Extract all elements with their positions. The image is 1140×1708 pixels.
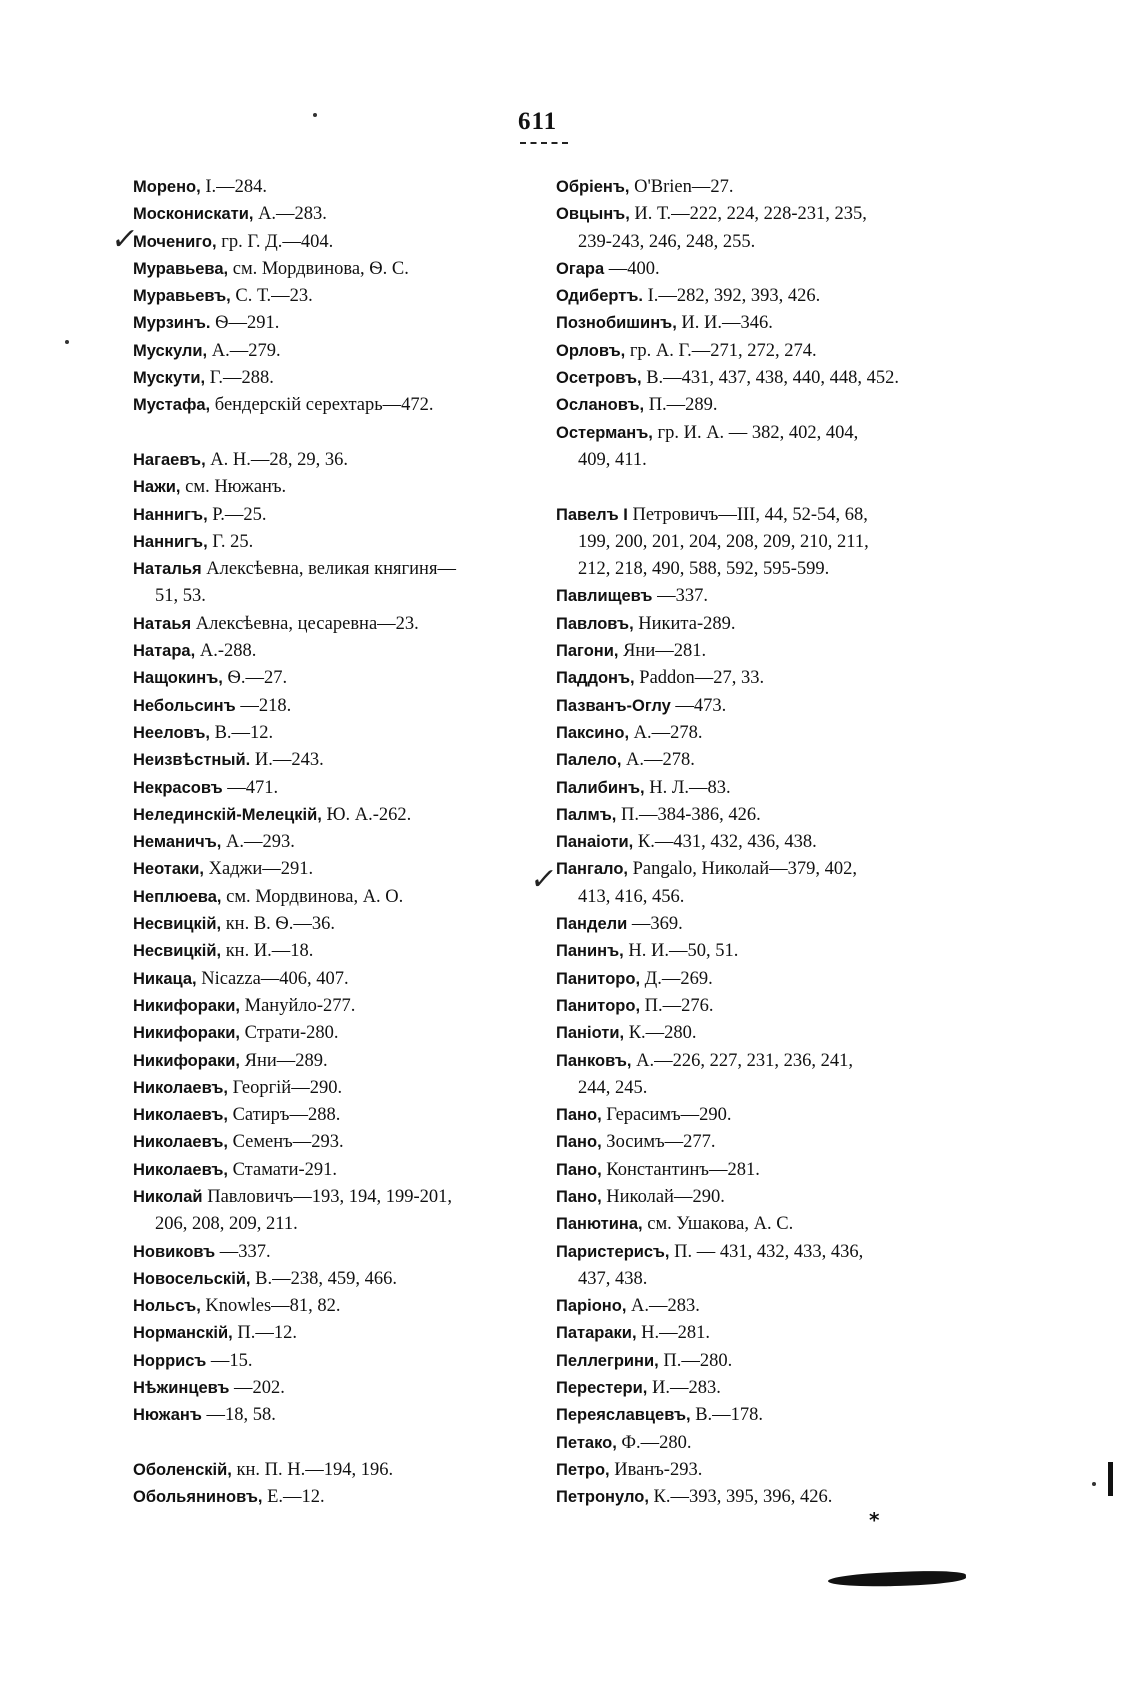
entry-name: Никифораки, [133,996,241,1015]
index-entry [556,611,976,638]
entry-name: Пано, [556,1187,602,1206]
entry-continuation: 206, 208, 209, 211. [155,1214,298,1235]
entry-name: Павловъ, [556,614,634,633]
entry-name: Панинъ, [556,942,624,961]
entry-references: А. Н.—28, 29, 36. [210,449,349,470]
ink-smudge [828,1570,966,1589]
index-entry [133,611,533,638]
index-entry [133,1293,533,1320]
speck [65,340,69,344]
entry-references: П.—384-386, 426. [620,804,761,825]
entry-name: Николай [133,1187,203,1206]
entry-name: Пагони, [556,642,619,661]
entry-references: Г.—288. [209,368,274,389]
entry-references: Хаджи—291. [208,859,314,880]
entry-references: Яни—281. [623,641,707,662]
entry-references: —369. [631,914,683,935]
entry-name: Небольсинъ [133,696,236,715]
entry-references: Герасимъ—290. [606,1105,732,1126]
entry-name: Муравьевъ, [133,287,231,306]
entry-name: Обольяниновъ, [133,1488,263,1507]
entry-name: Норманскій, [133,1324,233,1343]
index-entry [556,1157,976,1184]
index-entry [556,1457,976,1484]
entry-name: Паристерисъ, [556,1242,670,1261]
entry-name: Норрисъ [133,1351,207,1370]
entry-name: Переяславцевъ, [556,1406,691,1425]
entry-name: Паніоти, [556,1024,625,1043]
entry-name: Огара [556,259,605,278]
entry-name: Оболенскій, [133,1460,232,1479]
index-entry [556,747,976,774]
entry-references: —202. [234,1378,285,1399]
entry-references: Георгій—290. [232,1077,343,1098]
entry-name: Нюжанъ [133,1406,202,1425]
entry-name: Остерманъ, [556,423,653,442]
entry-references: —337. [657,586,708,607]
entry-name: Патараки, [556,1324,637,1343]
entry-continuation: 199, 200, 201, 204, 208, 209, 210, 211, [578,531,869,552]
entry-name: Петро, [556,1460,610,1479]
index-entry [133,365,533,392]
index-column-left [133,174,533,1512]
entry-references: кн. В. Ѳ.—36. [225,914,336,935]
index-entry [556,829,976,856]
entry-name: Натара, [133,642,196,661]
entry-name: Несвицкій, [133,942,222,961]
index-entry [133,1048,533,1075]
index-entry [133,1457,533,1484]
entry-name: Пангало, [556,860,628,879]
entry-name: Осетровъ, [556,369,642,388]
entry-name: Одибертъ. [556,287,643,306]
entry-references: Н. И.—50, 51. [628,941,739,962]
entry-name: Палело, [556,751,622,770]
entry-name: Несвицкій, [133,915,222,934]
entry-name: Москонискати, [133,205,254,224]
index-entry [133,1484,533,1511]
index-entry [133,229,533,256]
entry-name: Неманичъ, [133,833,222,852]
index-entry [556,310,976,337]
index-entry [556,693,976,720]
entry-name: Нольсъ, [133,1297,201,1316]
entry-name: Мочениго, [133,232,217,251]
index-entry [556,174,976,201]
index-entry [556,938,976,965]
entry-continuation: 244, 245. [578,1077,648,1098]
entry-references: К.—280. [628,1023,697,1044]
entry-name: Пазванъ-Оглу [556,696,671,715]
entry-references: В.—238, 459, 466. [255,1268,397,1289]
index-entry [133,529,533,556]
entry-name: Неплюева, [133,887,222,906]
index-entry [556,256,976,283]
entry-references: Н.—281. [641,1323,711,1344]
entry-references: И.—283. [651,1378,721,1399]
entry-name: Мускути, [133,369,206,388]
entry-name: Пеллегрини, [556,1351,659,1370]
index-entry [133,1157,533,1184]
index-entry [133,775,533,802]
entry-name: Наталья [133,560,202,579]
entry-references: Николай—290. [606,1186,725,1207]
entry-references: П. — 431, 432, 433, 436, [674,1241,864,1262]
entry-name: Нащокинъ, [133,669,223,688]
entry-name: Петако, [556,1433,617,1452]
entry-references: А.—293. [225,832,295,853]
index-entry [556,775,976,802]
index-entry [556,1293,976,1320]
entry-references: Петровичъ—III, 44, 52-54, 68, [632,504,868,525]
entry-name: Нееловъ, [133,723,210,742]
entry-name: Нажи, [133,478,181,497]
entry-references: Зосимъ—277. [606,1132,716,1153]
entry-references: Nicazza—406, 407. [201,968,349,989]
index-entry [556,1375,976,1402]
entry-references: —400. [608,258,660,279]
entry-references: кн. П. Н.—194, 196. [236,1459,394,1480]
index-entry [556,1430,976,1457]
index-entry [556,1048,976,1103]
index-entry [556,720,976,747]
index-entry [556,420,976,475]
entry-references: гр. Г. Д.—404. [221,231,334,252]
entry-references: Н. Л.—83. [649,777,731,798]
entry-name: Никифораки, [133,1051,241,1070]
entry-name: Панаіоти, [556,833,634,852]
index-entry [556,338,976,365]
entry-name: Наннигъ, [133,532,208,551]
index-entry [556,1184,976,1211]
index-column-right [556,174,976,1512]
entry-name: Нелединскій-Мелецкій, [133,805,322,824]
index-entry [133,1020,533,1047]
entry-name: Овцынъ, [556,205,630,224]
entry-references: Р.—25. [212,504,267,525]
index-entry [133,993,533,1020]
entry-name: Морено, [133,178,201,196]
index-entry [133,201,533,228]
index-entry [133,392,533,419]
entry-continuation: 437, 438. [578,1268,648,1289]
index-entry [556,283,976,310]
margin-check-mark: ✓ [527,862,560,897]
entry-name: Паріоно, [556,1297,627,1316]
entry-references: П.—12. [237,1323,297,1344]
index-entry [133,720,533,747]
entry-references: I.—282, 392, 393, 426. [647,286,821,307]
section-gap [133,420,533,447]
entry-name: Николаевъ, [133,1133,228,1152]
entry-references: гр. А. Г.—271, 272, 274. [629,340,817,361]
entry-name: Пано, [556,1133,602,1152]
entry-name: Панитoро, [556,996,641,1015]
entry-references: А.—283. [258,204,327,225]
footer-asterisk: * [869,1508,880,1532]
entry-name: Павлищевъ [556,587,653,606]
index-entry [556,1211,976,1238]
entry-references: —471. [227,777,279,798]
index-entry [556,1320,976,1347]
entry-references: А.—283. [631,1296,700,1317]
index-entry [556,1239,976,1294]
index-entry [133,338,533,365]
index-entry [133,802,533,829]
entry-references: Knowles—81, 82. [205,1296,341,1317]
entry-name: Обріенъ, [556,178,630,196]
entry-references: Ѳ.—27. [227,668,288,689]
ink-mark [1108,1462,1113,1496]
entry-name: Новосельскій, [133,1269,251,1288]
entry-references: Е.—12. [267,1487,325,1508]
entry-references: Никита-289. [638,613,736,634]
entry-references: П.—289. [648,395,718,416]
entry-references: —337. [219,1241,271,1262]
index-entry [133,911,533,938]
entry-references: В.—12. [214,722,274,743]
entry-references: А.—226, 227, 231, 236, 241, [636,1050,853,1071]
entry-references: Paddon—27, 33. [639,668,765,689]
entry-name: Павелъ I [556,505,628,524]
index-entry [556,1129,976,1156]
index-entry [556,365,976,392]
entry-name: Никифораки, [133,1024,241,1043]
entry-name: Наннигъ, [133,505,208,524]
entry-name: Палмъ, [556,805,617,824]
index-entry [556,583,976,610]
index-entry [133,1402,533,1429]
entry-references: Яни—289. [244,1050,328,1071]
entry-continuation: 212, 218, 490, 588, 592, 595-599. [578,559,830,580]
index-entry [556,911,976,938]
entry-name: Петронуло, [556,1488,649,1507]
entry-name: Паксино, [556,723,630,742]
entry-references: I.—284. [205,177,268,197]
entry-references: см. Мордвинова, Ѳ. С. [232,258,409,279]
index-entry [556,1020,976,1047]
entry-references: И. И.—346. [681,313,773,334]
entry-references: А.-288. [199,641,257,662]
index-entry [133,856,533,883]
entry-references: см. Ушакова, А. С. [647,1214,794,1235]
index-entry [133,1075,533,1102]
entry-references: К.—393, 395, 396, 426. [653,1487,833,1508]
entry-references: Алексѣевна, великая княгиня— [206,559,456,580]
entry-name: Познобишинъ, [556,314,677,333]
index-entry [133,884,533,911]
index-entry [133,310,533,337]
entry-name: Николаевъ, [133,1106,228,1125]
entry-references: —18, 58. [206,1405,276,1426]
entry-references: П.—276. [644,995,714,1016]
index-entry [133,502,533,529]
entry-references: —473. [675,695,727,716]
page-number-rule [520,142,568,144]
entry-references: Ѳ—291. [215,313,280,334]
entry-references: Сатиръ—288. [232,1105,341,1126]
index-entry [133,966,533,993]
index-entry [556,502,976,584]
entry-references: П.—280. [663,1350,733,1371]
entry-references: В.—178. [695,1405,764,1426]
entry-references: O'Brien—27. [634,177,734,197]
index-entry [556,966,976,993]
speck [313,113,317,117]
index-entry [556,665,976,692]
entry-name: Палибинъ, [556,778,645,797]
index-entry [133,556,533,611]
entry-references: И.—243. [254,750,324,771]
index-entry [556,802,976,829]
entry-continuation: 51, 53. [155,586,206,607]
index-entry [556,993,976,1020]
index-entry [133,829,533,856]
entry-continuation: 239-243, 246, 248, 255. [578,231,756,252]
entry-name: Николаевъ, [133,1078,228,1097]
entry-name: Панковъ, [556,1051,632,1070]
entry-references: Pangalo, Николай—379, 402, [632,859,857,880]
index-entry [556,1348,976,1375]
entry-continuation: 413, 416, 456. [578,886,685,907]
index-entry [556,638,976,665]
entry-references: кн. И.—18. [225,941,314,962]
entry-name: Панютина, [556,1215,643,1234]
entry-references: —15. [210,1350,253,1371]
index-entry [133,938,533,965]
entry-name: Мурзинъ. [133,314,211,333]
entry-name: Ослановъ, [556,396,645,415]
index-entry [556,1402,976,1429]
entry-name: Орловъ, [556,341,626,360]
entry-name: Пандели [556,915,628,934]
page-number: 611 [518,108,558,135]
margin-check-mark: ✓ [108,222,141,257]
entry-references: Павловичъ—193, 194, 199-201, [207,1186,453,1207]
entry-name: Новиковъ [133,1242,216,1261]
entry-name: Паддонъ, [556,669,635,688]
index-entry [133,1320,533,1347]
entry-name: Пано, [556,1160,602,1179]
entry-references: А.—278. [633,722,703,743]
index-entry [556,1102,976,1129]
entry-references: С. Т.—23. [235,286,313,307]
entry-references: Константинъ—281. [606,1159,760,1180]
entry-references: А.—278. [626,750,695,771]
index-entry [556,201,976,256]
entry-references: Мануйло-277. [244,995,356,1016]
entry-references: И. Т.—222, 224, 228-231, 235, [634,204,867,225]
entry-references: Алексѣевна, цесаревна—23. [195,613,419,634]
entry-name: Нагаевъ, [133,450,206,469]
index-entry [133,474,533,501]
entry-name: Пано, [556,1106,602,1125]
entry-name: Мускули, [133,341,208,360]
index-entry [133,1129,533,1156]
index-entry [133,1375,533,1402]
index-entry [556,1484,976,1511]
index-entry [133,174,533,201]
index-entry [133,1266,533,1293]
entry-references: В.—431, 437, 438, 440, 448, 452. [646,368,900,389]
entry-references: см. Нюжанъ. [185,477,287,498]
entry-references: Стамати-291. [232,1159,338,1180]
entry-name: Неотаки, [133,860,205,879]
entry-references: А.—279. [211,340,281,361]
index-entry [556,856,976,911]
entry-references: бендерскій серехтарь—472. [214,395,434,416]
entry-continuation: 409, 411. [578,449,647,470]
entry-references: гр. И. А. — 382, 402, 404, [657,422,859,443]
index-entry [133,1184,533,1239]
entry-references: Семенъ—293. [232,1132,344,1153]
speck [1092,1482,1096,1486]
index-entry [133,1348,533,1375]
entry-references: —218. [240,695,292,716]
index-entry [133,665,533,692]
entry-name: Мустафа, [133,396,211,415]
index-entry [133,638,533,665]
entry-references: Страти-280. [244,1023,339,1044]
index-entry [133,1239,533,1266]
entry-references: Иванъ-293. [614,1459,703,1480]
index-entry [556,392,976,419]
entry-name: Неизвѣстный. [133,751,251,770]
entry-references: Ю. А.-262. [326,804,412,825]
index-entry [133,1102,533,1129]
entry-name: Перестери, [556,1379,648,1398]
section-gap [556,474,976,501]
index-entry [133,693,533,720]
entry-references: Ф.—280. [621,1432,692,1453]
entry-references: Г. 25. [212,531,254,552]
entry-name: Никаца, [133,969,197,988]
entry-name: Муравьева, [133,259,229,278]
entry-name: Некрасовъ [133,778,223,797]
section-gap [133,1430,533,1457]
entry-name: Натaья [133,614,192,633]
entry-references: см. Мордвинова, А. О. [226,886,404,907]
index-entry [133,747,533,774]
index-entry [133,283,533,310]
entry-name: Николаевъ, [133,1160,228,1179]
entry-references: К.—431, 432, 436, 438. [637,832,817,853]
entry-references: Д.—269. [644,968,713,989]
entry-name: Нѣжинцевъ [133,1379,230,1398]
index-entry [133,447,533,474]
entry-name: Панитoро, [556,969,641,988]
index-entry [133,256,533,283]
